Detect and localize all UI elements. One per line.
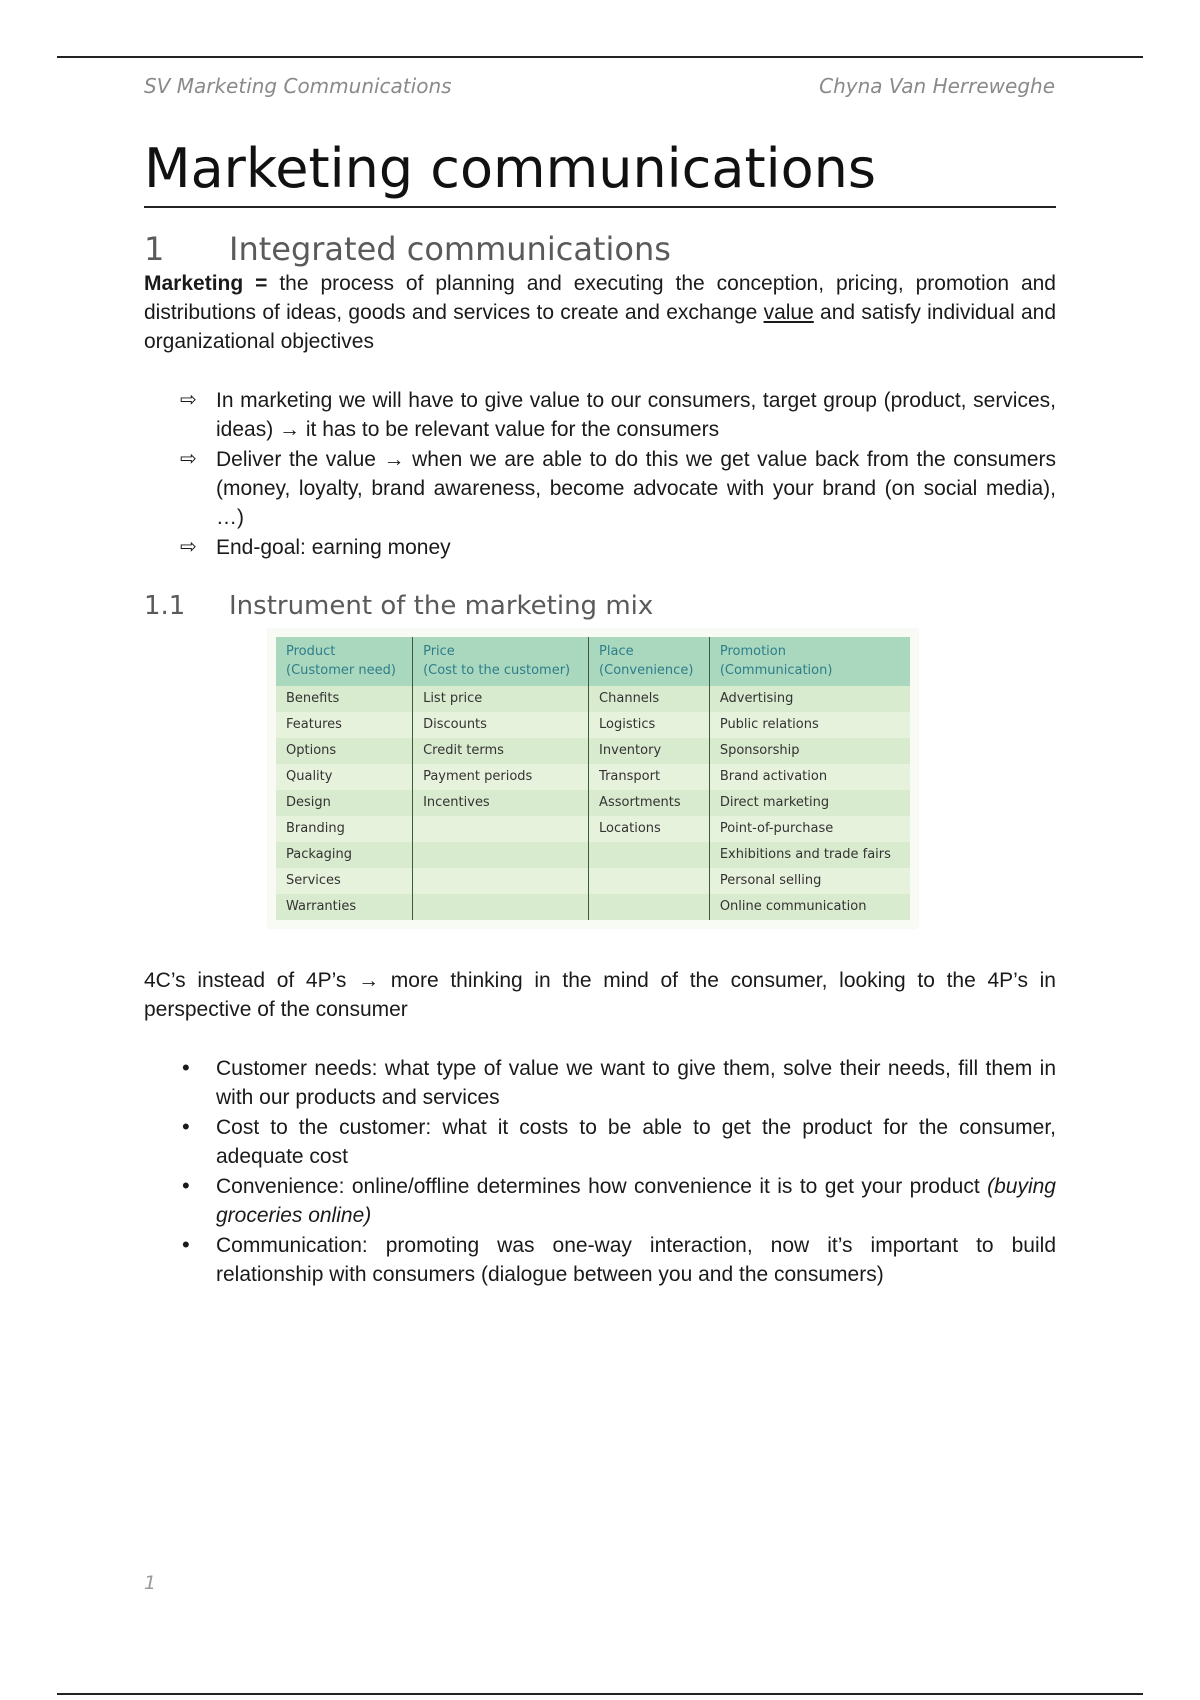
table-cell: Branding [276,816,413,842]
table-row [276,738,910,764]
list-item [182,1054,1056,1112]
table-row [276,842,910,868]
table-cell: Locations [589,816,710,842]
table-cell [589,868,710,894]
arrow-list [144,386,1056,562]
list-item [182,1172,1056,1230]
table-row [276,790,910,816]
table-cell: Public relations [709,712,910,738]
list-item [182,1113,1056,1171]
table-cell: Online communication [709,894,910,920]
arrow-right-icon: ⇨ [180,389,197,412]
column-header-price: Price (Cost to the customer) [413,637,589,686]
table-cell [413,868,589,894]
list-item-text: Convenience: online/offline determines how convenience it is to get your product [216,1174,980,1198]
table-cell: Discounts [413,712,589,738]
list-item-text: Customer needs: what type of value we want to give them, solve their needs, fill them in with our products and services [216,1056,1056,1109]
table-cell: Warranties [276,894,413,920]
list-item-text: End-goal: earning money [216,536,451,560]
table-cell: Direct marketing [709,790,910,816]
table-cell: Point-of-purchase [709,816,910,842]
page-content [144,138,1056,1290]
four-cs-summary: 4C’s instead of 4P’s → more thinking in the mind of the consumer, looking to the 4P’s in perspective of the consumer [144,968,1056,1021]
table-cell [413,894,589,920]
table-cell: Payment periods [413,764,589,790]
table-row [276,712,910,738]
table-cell: Incentives [413,790,589,816]
marketing-mix-figure [268,629,918,928]
list-item-text: Cost to the customer: what it costs to be able to get the product for the consumer, adequate cost [216,1115,1056,1168]
table-cell: Brand activation [709,764,910,790]
table-cell: Packaging [276,842,413,868]
table-row [276,764,910,790]
table-cell: Assortments [589,790,710,816]
table-cell [589,894,710,920]
definition-term: Marketing = [144,272,268,296]
section-number: 1.1 [144,591,186,622]
table-cell: Design [276,790,413,816]
list-item-text: Deliver the value → when we are able to do this we get value back from the consumers (money, loyalty, brand awareness, become advocate with your brand (on social media), …) [216,448,1056,530]
table-row [276,816,910,842]
footer-rule [57,1693,1143,1695]
list-item [180,445,1056,532]
table-cell: List price [413,686,589,712]
table-cell: Inventory [589,738,710,764]
table-cell: Channels [589,686,710,712]
section-title: Instrument of the marketing mix [229,591,654,622]
definition-text-before: the process of planning and executing the conception, pricing, promotion and distributions of ideas, goods and services to create and exchange [144,272,1056,325]
list-item-text: Communication: promoting was one-way interaction, now it’s important to build relationship with consumers (dialogue between you and the consumers) [216,1233,1056,1286]
table-cell [589,842,710,868]
bullet-icon: • [182,1172,190,1198]
arrow-right-icon: ⇨ [180,448,197,471]
list-item [182,1231,1056,1289]
table-row [276,894,910,920]
column-header-product: Product (Customer need) [276,637,413,686]
bullet-icon: • [182,1231,190,1257]
table-cell: Advertising [709,686,910,712]
list-item-example: (buying groceries online) [216,1174,1056,1227]
table-cell: Personal selling [709,868,910,894]
table-cell: Benefits [276,686,413,712]
section-number: 1 [144,230,165,269]
arrow-right-icon: ⇨ [180,536,197,559]
marketing-definition [144,269,1056,356]
marketing-mix-table [276,637,910,920]
table-header-row [276,637,910,686]
document-title: Marketing communications [144,138,1056,208]
table-cell: Logistics [589,712,710,738]
definition-text-after: and satisfy individual and organizational objectives [144,301,1056,354]
bullet-icon: • [182,1054,190,1080]
table-cell: Features [276,712,413,738]
table-cell: Quality [276,764,413,790]
bullet-icon: • [182,1113,190,1139]
table-cell [413,816,589,842]
table-cell: Services [276,868,413,894]
header-course-title: SV Marketing Communications [144,74,452,98]
table-cell: Options [276,738,413,764]
section-heading-1-1 [144,592,1056,621]
page-number: 1 [144,1572,157,1594]
header-rule [57,56,1143,58]
section-title: Integrated communications [229,230,671,269]
column-header-place: Place (Convenience) [589,637,710,686]
table-row [276,868,910,894]
list-item-text: In marketing we will have to give value to our consumers, target group (product, services, ideas) → it has to be relevant value for the consumers [216,389,1056,442]
list-item [180,533,1056,562]
header-author: Chyna Van Herreweghe [819,74,1055,98]
table-row [276,686,910,712]
list-item [180,386,1056,444]
table-cell [413,842,589,868]
column-header-promotion: Promotion (Communication) [709,637,910,686]
table-cell: Credit terms [413,738,589,764]
definition-underlined-word: value [763,301,814,325]
section-heading-1 [144,232,1056,267]
table-cell: Sponsorship [709,738,910,764]
table-cell: Transport [589,764,710,790]
table-cell: Exhibitions and trade fairs [709,842,910,868]
bullet-list [144,1054,1056,1289]
